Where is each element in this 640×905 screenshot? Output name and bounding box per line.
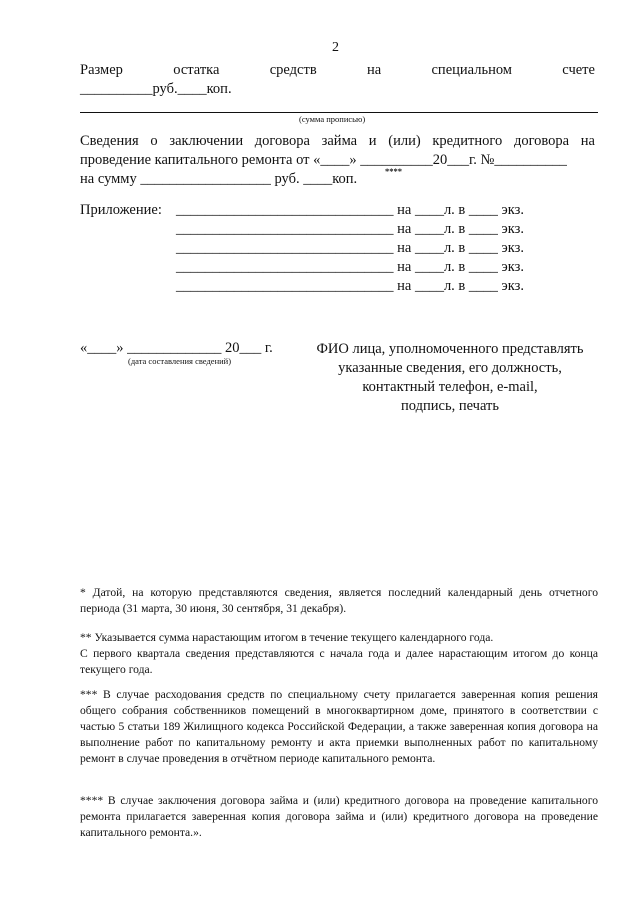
balance-word: специальном: [431, 62, 512, 78]
footnote-1: * Датой, на которую представляются сведения, является последний календарный день отчетного периода (31 марта, 30 июня, 30 сентября, 31 декабря).: [80, 586, 598, 615]
attachment-row: ______________________________ на ____л. в ____ экз.: [176, 202, 524, 218]
balance-word: средств: [269, 62, 317, 78]
loan-footnote-mark: ****: [385, 166, 402, 176]
date-line: «____» _____________ 20___ г.: [80, 340, 273, 356]
signatory-block: [305, 340, 595, 416]
balance-line: [80, 62, 595, 79]
attachment-row: ______________________________ на ____л. в ____ экз.: [176, 259, 524, 275]
amount-in-words-rule: [80, 112, 598, 113]
attachment-row: ______________________________ на ____л. в ____ экз.: [176, 240, 524, 256]
attachment-row: ______________________________ на ____л. в ____ экз.: [176, 221, 524, 237]
signatory-line: контактный телефон, e-mail,: [362, 379, 538, 395]
loan-line-1: Сведения о заключении договора займа и (или) кредитного договора на: [80, 133, 595, 149]
balance-word: остатка: [173, 62, 220, 78]
amount-in-words-caption: (сумма прописью): [299, 114, 366, 124]
footnote-4: **** В случае заключения договора займа и (или) кредитного договора на проведение капитального ремонта прилагается заверенная копия договора займа и (или) кредитного договора на проведение капитального ремонта.».: [80, 794, 598, 839]
footnote-3: *** В случае расходования средств по специальному счету прилагается заверенная копия решения общего собрания собственников помещений в многоквартирном доме, принятого в соответствии с частью 5 статьи 189 Жилищного кодекса Российской Федерации, а также заверенная копия договора на выполнение работ по капитальному ремонту и акта приемки выполненных работ по капитальному ремонт в случае проведения в отчётном периоде капитального ремонта.: [80, 688, 598, 765]
balance-amount-line: __________руб.____коп.: [80, 81, 232, 97]
footnote-2: ** Указывается сумма нарастающим итогом в течение текущего календарного года. С первого квартала сведения представляются с начала года и далее нарастающим итогом до конца текущего года.: [80, 631, 598, 676]
date-caption: (дата составления сведений): [128, 356, 232, 366]
balance-word: Размер: [80, 62, 123, 78]
loan-line-2: проведение капитального ремонта от «____» __________20___г. №__________: [80, 152, 567, 168]
attachments-label: Приложение:: [80, 202, 162, 218]
balance-word: счете: [562, 62, 595, 78]
signatory-line: ФИО лица, уполномоченного представлять: [316, 341, 584, 357]
loan-line-3: на сумму __________________ руб. ____коп.: [80, 171, 358, 187]
attachment-row: ______________________________ на ____л. в ____ экз.: [176, 278, 524, 294]
page-number: 2: [332, 40, 339, 55]
signatory-line: подпись, печать: [401, 398, 499, 414]
signatory-line: указанные сведения, его должность,: [338, 360, 562, 376]
balance-word: на: [366, 62, 382, 78]
